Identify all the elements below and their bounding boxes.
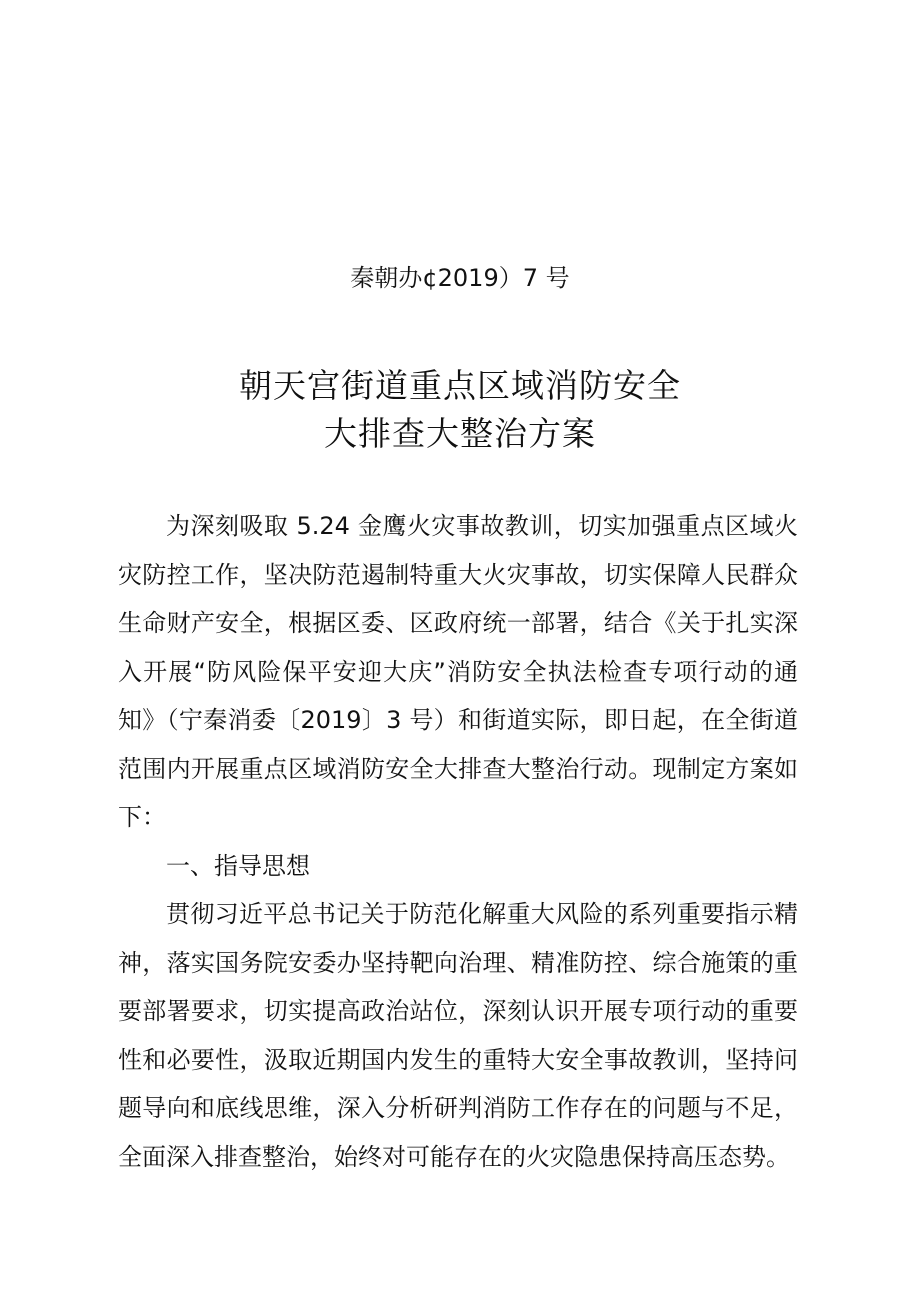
title-line-2: 大排查大整治方案 — [324, 414, 596, 453]
document-title — [0, 362, 920, 458]
document-body — [118, 502, 798, 1181]
document-number: 秦朝办¢2019）7 号 — [350, 264, 570, 292]
guiding-ideology-paragraph: 贯彻习近平总书记关于防范化解重大风险的系列重要指示精神，落实国务院安委办坚持靶向治理、精准防控、综合施策的重要部署要求，切实提高政治站位，深刻认识开展专项行动的重要性和必要性，汲取近期国内发生的重特大安全事故教训，坚持问题导向和底线思维，深入分析研判消防工作存在的问题与不足，全面深入排查整治，始终对可能存在的火灾隐患保持高压态势。 — [118, 900, 798, 1171]
section-heading-guiding-ideology: 一、指导思想 — [166, 851, 310, 880]
title-line-1: 朝天宫街道重点区域消防安全 — [239, 366, 681, 405]
intro-paragraph: 为深刻吸取 5.24 金鹰火灾事故教训，切实加强重点区域火灾防控工作，坚决防范遏制特重大火灾事故，切实保障人民群众生命财产安全，根据区委、区政府统一部署，结合《关于扎实深入开展“防风险保平安迎大庆”消防安全执法检查专项行动的通知》（宁秦消委〔2019〕3 号）和街道实际，即日起，在全街道范围内开展重点区域消防安全大排查大整治行动。现制定方案如下： — [118, 512, 798, 831]
